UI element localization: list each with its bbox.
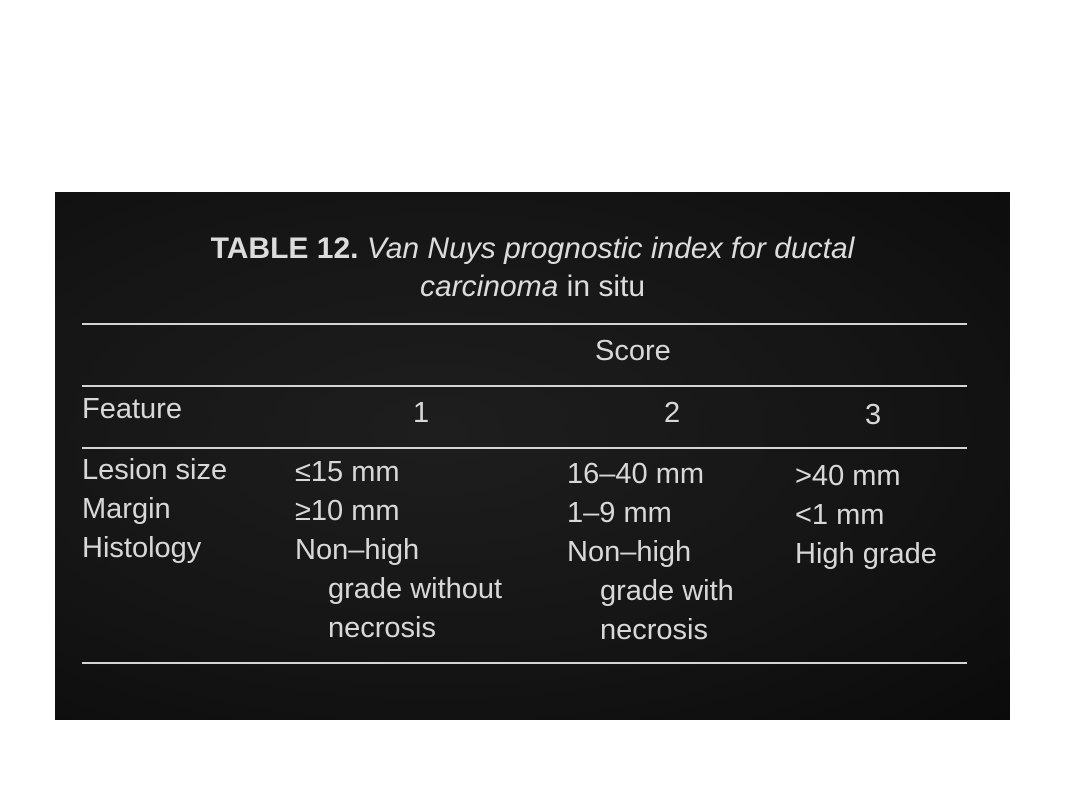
score-3-lesion-size: >40 mm bbox=[795, 460, 901, 492]
score-2-histology-line1: Non–high bbox=[567, 536, 692, 568]
feature-histology: Histology bbox=[82, 532, 202, 564]
score-3-margin: <1 mm bbox=[795, 499, 885, 531]
header-score-1: 1 bbox=[413, 397, 430, 429]
score-2-lesion-size: 16–40 mm bbox=[567, 458, 705, 490]
header-rule bbox=[82, 447, 967, 449]
table-title-plain: in situ bbox=[558, 270, 646, 303]
score-1-histology-line1: Non–high bbox=[295, 534, 420, 566]
top-rule bbox=[82, 323, 967, 325]
spanner-rule bbox=[82, 385, 967, 387]
feature-lesion-size: Lesion size bbox=[82, 454, 228, 486]
feature-column bbox=[82, 451, 227, 568]
feature-margin: Margin bbox=[82, 493, 171, 525]
header-score-2: 2 bbox=[664, 397, 681, 429]
score-3-histology: High grade bbox=[795, 538, 937, 570]
score-1-histology-line2: grade without bbox=[328, 573, 503, 605]
score-1-margin: ≥10 mm bbox=[295, 495, 400, 527]
score-2-histology-line2: grade with bbox=[600, 575, 734, 607]
score-2-margin: 1–9 mm bbox=[567, 497, 672, 529]
score-2-column bbox=[567, 455, 734, 650]
score-1-histology-line3: necrosis bbox=[328, 612, 436, 644]
score-1-lesion-size: ≤15 mm bbox=[295, 456, 400, 488]
header-feature: Feature bbox=[82, 393, 182, 425]
score-spanner: Score bbox=[595, 335, 671, 367]
table-title-line1: Van Nuys prognostic index for ductal bbox=[366, 232, 855, 265]
score-2-histology-line3: necrosis bbox=[600, 614, 708, 646]
bottom-rule bbox=[82, 662, 967, 664]
table-caption bbox=[55, 230, 1010, 306]
score-3-column bbox=[795, 457, 937, 574]
score-1-column bbox=[295, 453, 502, 648]
table-label: TABLE 12. bbox=[210, 232, 359, 265]
table-title-italic-word: carcinoma bbox=[419, 270, 559, 303]
header-score-3: 3 bbox=[865, 399, 882, 431]
table-photo bbox=[55, 192, 1010, 720]
